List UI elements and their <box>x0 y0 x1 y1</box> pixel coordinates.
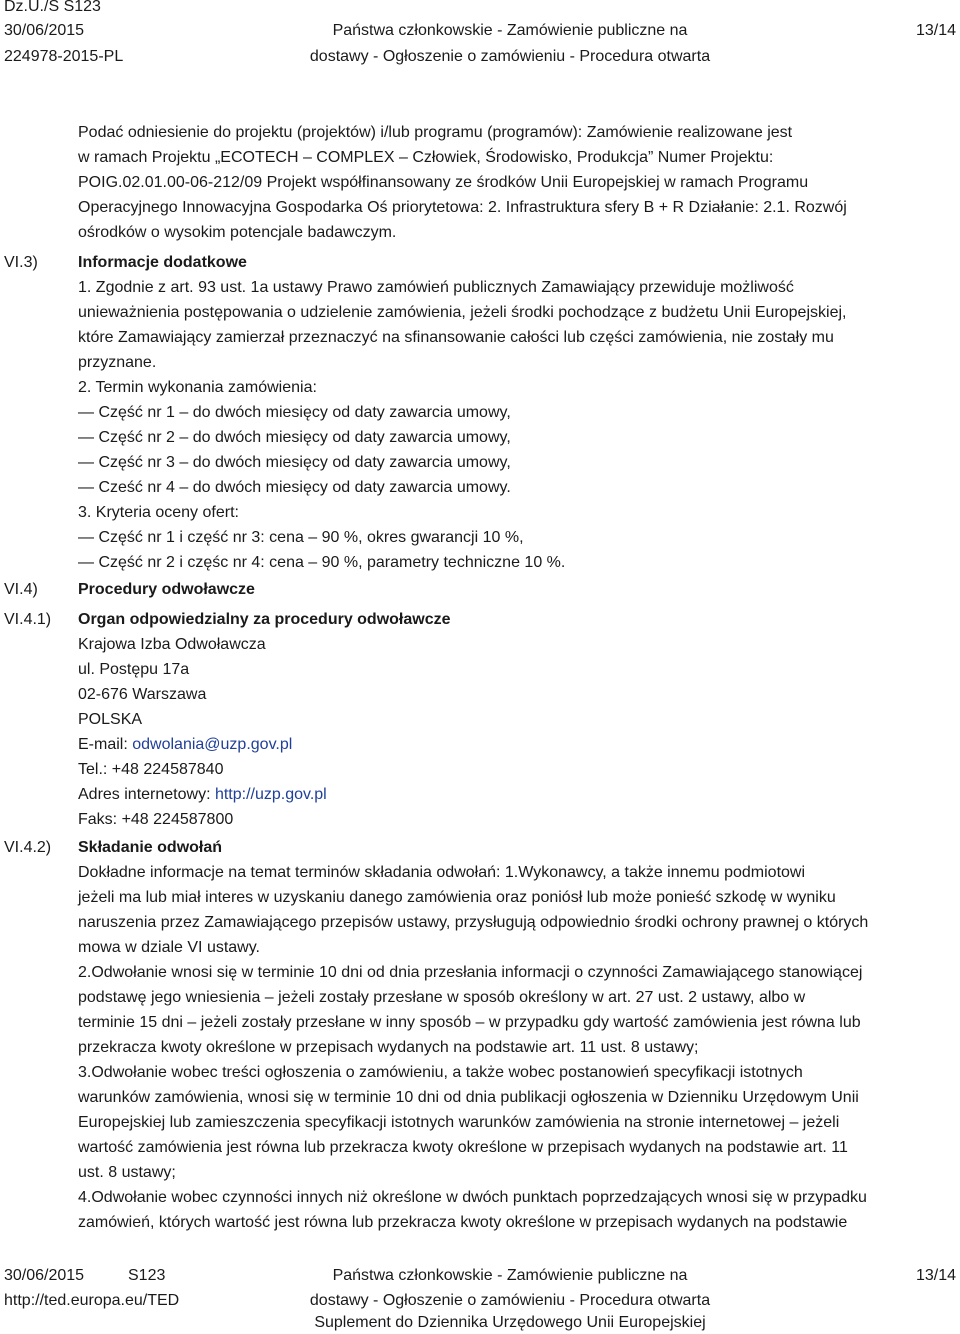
text-line: 3. Kryteria oceny ofert: <box>78 504 239 521</box>
text-line: zamówień, których wartość jest równa lub przekracza kwoty określone w przepisach wydanych na podstawie <box>78 1214 848 1231</box>
section-number-vi41: VI.4.1) <box>4 611 52 628</box>
footer-issue: S123 <box>128 1267 166 1284</box>
section-heading: Organ odpowiedzialny za procedury odwoławcze <box>78 611 451 628</box>
list-item: — Część nr 3 – do dwóch miesięcy od daty zawarcia umowy, <box>78 454 511 471</box>
text-line: 4.Odwołanie wobec czynności innych niż określone w dwóch punktach poprzedzających wnosi się w przypadku <box>78 1189 867 1206</box>
text-line: 2. Termin wykonania zamówienia: <box>78 379 317 396</box>
header-title-line2: dostawy - Ogłoszenie o zamówieniu - Procedura otwarta <box>309 48 711 65</box>
website-label: Adres internetowy: <box>78 786 215 803</box>
website-link[interactable]: http://uzp.gov.pl <box>214 786 327 803</box>
section-review-procedures <box>78 577 956 602</box>
footer-title-line1: Państwa członkowskie - Zamówienie publiczne na <box>332 1267 688 1284</box>
text-line: 3.Odwołanie wobec treści ogłoszenia o zamówieniu, a także wobec postanowień specyfikacji istotnych <box>78 1064 803 1081</box>
list-item: — Część nr 1 – do dwóch miesięcy od daty zawarcia umowy, <box>78 404 511 421</box>
text-line: jeżeli ma lub miał interes w uzyskaniu danego zamówienia oraz poniósł lub może ponieść szkodę w wyniku <box>78 889 836 906</box>
text-line: przekracza kwoty określone w przepisach wydanych na podstawie art. 11 ust. 8 ustawy; <box>78 1039 699 1056</box>
text-line: które Zamawiający zamierzał przeznaczyć na sfinansowanie całości lub części zamówienia, nie zostały mu <box>78 329 834 346</box>
header-title-line1: Państwa członkowskie - Zamówienie publiczne na <box>332 22 688 39</box>
project-reference <box>78 120 956 245</box>
header-notice-number: 224978-2015-PL <box>4 48 124 65</box>
email-label: E-mail: <box>78 736 133 753</box>
text-line: naruszenia przez Zamawiającego przepisów ustawy, przysługują odpowiednio środki ochrony prawnej o których <box>78 914 869 931</box>
text-line: 1. Zgodnie z art. 93 ust. 1a ustawy Prawo zamówień publicznych Zamawiający przewiduje możliwość <box>78 279 794 296</box>
header-ref: Dz.U./S S123 <box>4 0 101 15</box>
section-heading: Informacje dodatkowe <box>78 254 247 271</box>
section-heading: Procedury odwoławcze <box>78 581 255 598</box>
address-street: ul. Postępu 17a <box>78 661 190 678</box>
organisation-name: Krajowa Izba Odwoławcza <box>78 636 266 653</box>
footer-page-number: 13/14 <box>915 1267 956 1284</box>
section-heading: Składanie odwołań <box>78 839 223 856</box>
header-page-number: 13/14 <box>915 22 956 39</box>
text-line: Europejskiej lub zamieszczenia specyfikacji istotnych warunków zamówienia na stronie internetowej – jeżeli <box>78 1114 840 1131</box>
footer-date: 30/06/2015 <box>4 1267 85 1284</box>
text-line: przyznane. <box>78 354 157 371</box>
section-lodging-appeals <box>78 835 956 1235</box>
list-item: — Część nr 2 – do dwóch miesięcy od daty zawarcia umowy, <box>78 429 511 446</box>
text-line: Podać odniesienie do projektu (projektów) i/lub programu (programów): Zamówienie realizowane jest <box>78 124 793 141</box>
section-additional-info <box>78 250 956 575</box>
section-review-body <box>78 607 956 832</box>
phone-number: Tel.: +48 224587840 <box>78 761 224 778</box>
text-line: POIG.02.01.00-06-212/09 Projekt współfinansowany ze środków Unii Europejskiej w ramach Programu <box>78 174 809 191</box>
email-link[interactable]: odwolania@uzp.gov.pl <box>132 736 293 753</box>
fax-number: Faks: +48 224587800 <box>78 811 234 828</box>
text-line: mowa w dziale VI ustawy. <box>78 939 260 956</box>
website-row <box>78 782 956 807</box>
text-line: Dokładne informacje na temat terminów składania odwołań: 1.Wykonawcy, a także innemu podmiotowi <box>78 864 806 881</box>
text-line: Operacyjnego Innowacyjna Gospodarka Oś priorytetowa: 2. Infrastruktura sfery B + R Działanie: 2.1. Rozwój <box>78 199 847 216</box>
address-country: POLSKA <box>78 711 143 728</box>
text-line: ośrodków o wysokim potencjale badawczym. <box>78 224 397 241</box>
list-item: — Część nr 1 i część nr 3: cena – 90 %, okres gwarancji 10 %, <box>78 529 524 546</box>
text-line: ust. 8 ustawy; <box>78 1164 176 1181</box>
list-item: — Cześć nr 4 – do dwóch miesięcy od daty zawarcia umowy. <box>78 479 511 496</box>
text-line: 2.Odwołanie wnosi się w terminie 10 dni od dnia przesłania informacji o czynności Zamawiającego stanowiącej <box>78 964 863 981</box>
list-item: — Część nr 2 i częśc nr 4: cena – 90 %, parametry techniczne 10 %. <box>78 554 566 571</box>
text-line: podstawę jego wniesienia – jeżeli zostały przesłane w sposób określony w art. 27 ust. 2 ustawy, albo w <box>78 989 806 1006</box>
email-row <box>78 732 956 757</box>
header-date: 30/06/2015 <box>4 22 85 39</box>
text-line: unieważnienia postępowania o udzielenie zamówienia, jeżeli środki pochodzące z budżetu Unii Europejskiej, <box>78 304 847 321</box>
section-number-vi4: VI.4) <box>4 581 38 598</box>
address-city: 02-676 Warszawa <box>78 686 207 703</box>
section-number-vi42: VI.4.2) <box>4 839 52 856</box>
footer-title-line2: dostawy - Ogłoszenie o zamówieniu - Procedura otwarta <box>309 1292 711 1309</box>
section-number-vi3: VI.3) <box>4 254 38 271</box>
text-line: terminie 15 dni – jeżeli zostały przesłane w inny sposób – w przypadku gdy wartość zamówienia jest równa lub <box>78 1014 861 1031</box>
text-line: warunków zamówienia, wnosi się w terminie 10 dni od dnia publikacji ogłoszenia w Dzienniku Urzędowym Unii <box>78 1089 859 1106</box>
footer-title-line3: Suplement do Dziennika Urzędowego Unii Europejskiej <box>314 1314 706 1331</box>
text-line: wartość zamówienia jest równa lub przekracza kwoty określone w przepisach wydanych na podstawie art. 11 <box>78 1139 848 1156</box>
footer-url[interactable]: http://ted.europa.eu/TED <box>4 1292 180 1309</box>
text-line: w ramach Projektu „ECOTECH – COMPLEX – Człowiek, Środowisko, Produkcja” Numer Projektu: <box>78 149 774 166</box>
